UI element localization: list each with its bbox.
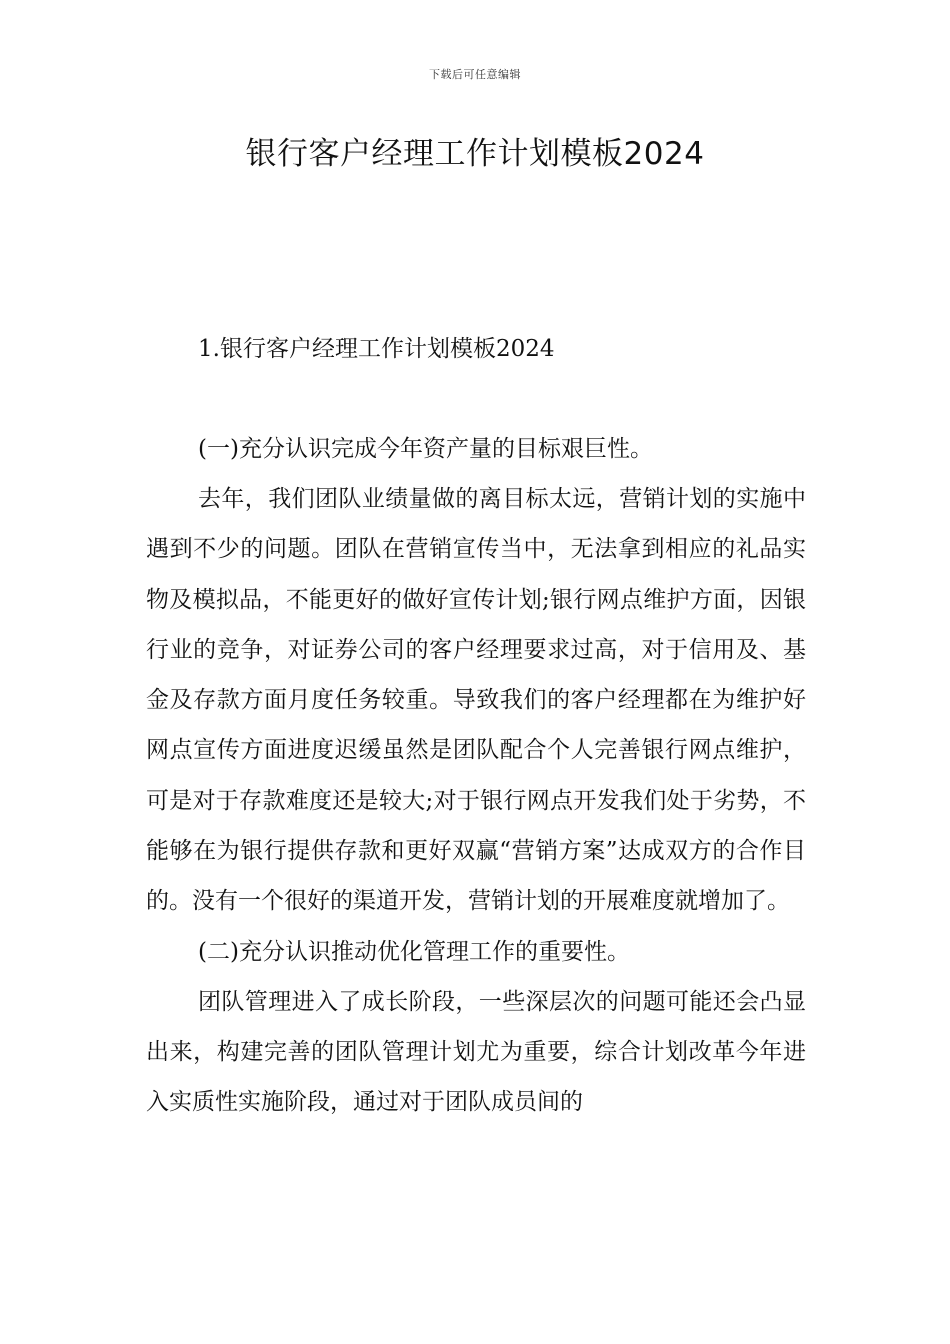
paragraph-2: 团队管理进入了成长阶段，一些深层次的问题可能还会凸显出来，构建完善的团队管理计划尤为重要，综合计划改革今年进入实质性实施阶段，通过对于团队成员间的: [146, 988, 806, 1116]
document-body: [146, 330, 806, 1128]
paragraph-1: 去年，我们团队业绩量做的离目标太远，营销计划的实施中遇到不少的问题。团队在营销宣传当中，无法拿到相应的礼品实物及模拟品，不能更好的做好宣传计划;银行网点维护方面，因银行业的竞争，对证券公司的客户经理要求过高，对于信用及、基金及存款方面月度任务较重。导致我们的客户经理都在为维护好网点宣传方面进度迟缓虽然是团队配合个人完善银行网点维护，可是对于存款难度还是较大;对于银行网点开发我们处于劣势，不能够在为银行提供存款和更好双赢“营销方案”达成双方的合作目的。没有一个很好的渠道开发，营销计划的开展难度就增加了。: [146, 486, 806, 915]
header-note: 下载后可任意编辑: [429, 68, 521, 81]
subheading-2: (二)充分认识推动优化管理工作的重要性。: [198, 938, 630, 965]
section-heading: 1.银行客户经理工作计划模板2024: [198, 336, 555, 362]
document-title: 银行客户经理工作计划模板2024: [245, 136, 705, 172]
subheading-1: (一)充分认识完成今年资产量的目标艰巨性。: [198, 436, 653, 462]
